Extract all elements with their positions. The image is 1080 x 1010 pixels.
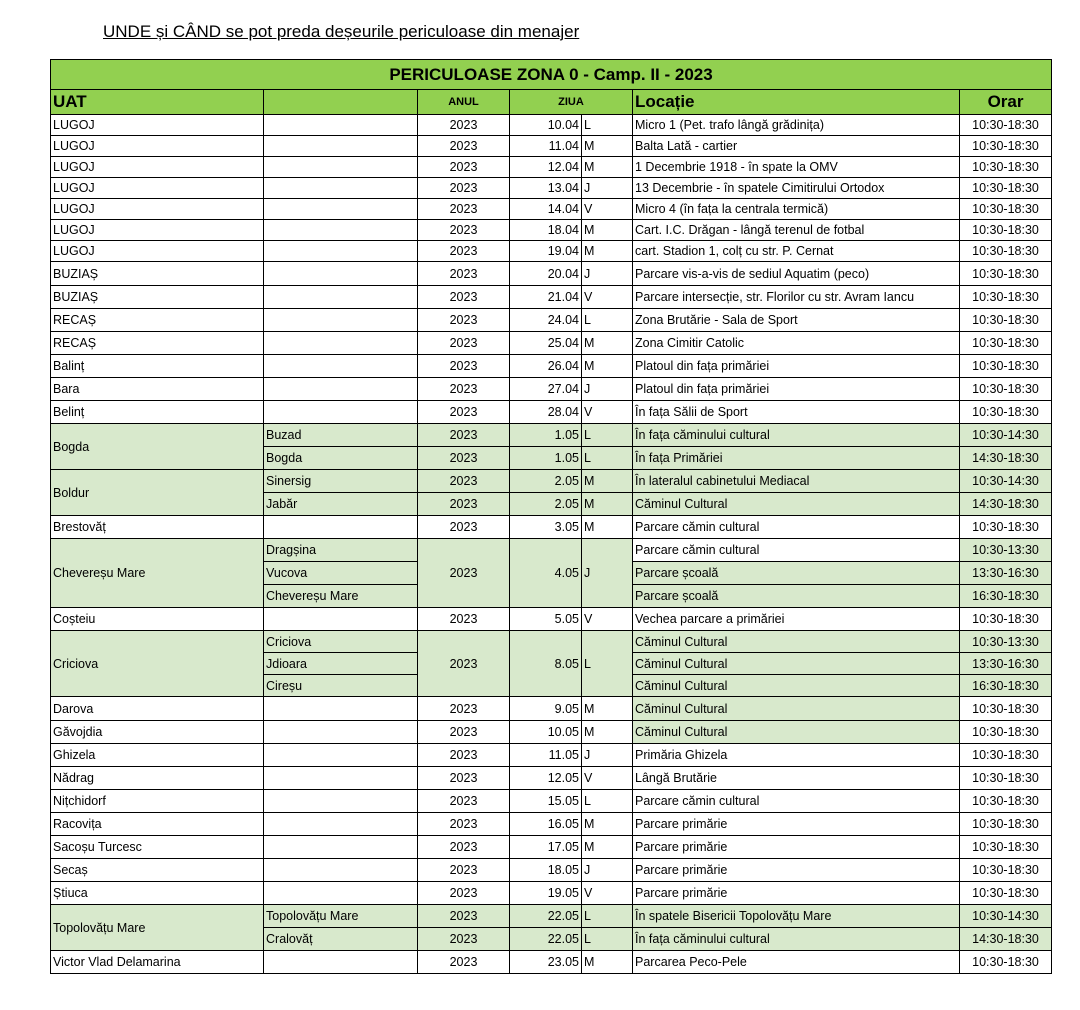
uat-cell: Brestovăț <box>51 516 264 539</box>
year-cell: 2023 <box>418 697 510 721</box>
date-cell: 13.04 <box>510 178 582 199</box>
uat-cell: Sacoșu Turcesc <box>51 836 264 859</box>
date-cell: 14.04 <box>510 199 582 220</box>
date-cell: 26.04 <box>510 355 582 378</box>
weekday-cell: V <box>582 767 633 790</box>
table-row <box>51 470 1052 493</box>
page-heading: UNDE și CÂND se pot preda deșeurile periculoase din menajer <box>103 22 580 41</box>
date-cell: 2.05 <box>510 493 582 516</box>
weekday-cell: M <box>582 136 633 157</box>
location-cell: Căminul Cultural <box>633 493 960 516</box>
village-cell <box>264 136 418 157</box>
uat-cell: Darova <box>51 697 264 721</box>
date-cell: 2.05 <box>510 470 582 493</box>
location-cell: Cart. I.C. Drăgan - lângă terenul de fotbal <box>633 220 960 241</box>
location-cell: Parcare primărie <box>633 813 960 836</box>
date-cell: 12.05 <box>510 767 582 790</box>
village-cell: Topolovățu Mare <box>264 905 418 928</box>
date-cell: 19.05 <box>510 882 582 905</box>
weekday-cell: J <box>582 378 633 401</box>
table-row <box>51 115 1052 136</box>
village-cell: Jabăr <box>264 493 418 516</box>
uat-cell: Știuca <box>51 882 264 905</box>
location-cell: Platoul din fața primăriei <box>633 378 960 401</box>
year-cell: 2023 <box>418 447 510 470</box>
location-cell: Primăria Ghizela <box>633 744 960 767</box>
location-cell: 1 Decembrie 1918 - în spate la OMV <box>633 157 960 178</box>
uat-cell: BUZIAȘ <box>51 262 264 286</box>
location-cell: În fața Sălii de Sport <box>633 401 960 424</box>
location-cell: Platoul din fața primăriei <box>633 355 960 378</box>
weekday-cell: V <box>582 882 633 905</box>
hours-cell: 10:30-18:30 <box>960 199 1052 220</box>
hours-cell: 10:30-18:30 <box>960 744 1052 767</box>
uat-cell: Nițchidorf <box>51 790 264 813</box>
weekday-cell: M <box>582 355 633 378</box>
weekday-cell: J <box>582 262 633 286</box>
uat-cell: Boldur <box>51 470 264 516</box>
uat-cell: Nădrag <box>51 767 264 790</box>
year-cell: 2023 <box>418 905 510 928</box>
location-cell: Parcare cămin cultural <box>633 539 960 562</box>
date-cell: 16.05 <box>510 813 582 836</box>
date-cell: 23.05 <box>510 951 582 974</box>
location-cell: În fața căminului cultural <box>633 424 960 447</box>
table-row <box>51 608 1052 631</box>
date-cell: 1.05 <box>510 424 582 447</box>
village-cell <box>264 309 418 332</box>
location-cell: Căminul Cultural <box>633 653 960 675</box>
hours-cell: 10:30-18:30 <box>960 309 1052 332</box>
weekday-cell: L <box>582 790 633 813</box>
table-row <box>51 262 1052 286</box>
table-row <box>51 859 1052 882</box>
hours-cell: 10:30-18:30 <box>960 157 1052 178</box>
date-cell: 22.05 <box>510 905 582 928</box>
hours-cell: 10:30-18:30 <box>960 220 1052 241</box>
uat-cell: LUGOJ <box>51 178 264 199</box>
year-cell: 2023 <box>418 199 510 220</box>
table-row <box>51 378 1052 401</box>
village-cell <box>264 882 418 905</box>
year-cell: 2023 <box>418 262 510 286</box>
date-cell: 18.04 <box>510 220 582 241</box>
year-cell: 2023 <box>418 136 510 157</box>
location-cell: Parcarea Peco-Pele <box>633 951 960 974</box>
schedule-body <box>51 115 1052 974</box>
table-row <box>51 401 1052 424</box>
year-cell: 2023 <box>418 157 510 178</box>
village-cell: Jdioara <box>264 653 418 675</box>
weekday-cell: M <box>582 470 633 493</box>
table-row <box>51 220 1052 241</box>
table-row <box>51 721 1052 744</box>
uat-cell: Belinț <box>51 401 264 424</box>
year-cell: 2023 <box>418 790 510 813</box>
location-cell: Balta Lată - cartier <box>633 136 960 157</box>
village-cell <box>264 332 418 355</box>
location-cell: Micro 1 (Pet. trafo lângă grădinița) <box>633 115 960 136</box>
uat-cell: Bogda <box>51 424 264 470</box>
date-cell: 19.04 <box>510 241 582 262</box>
location-cell: Căminul Cultural <box>633 697 960 721</box>
location-cell: Parcare vis-a-vis de sediul Aquatim (peco) <box>633 262 960 286</box>
village-cell: Dragșina <box>264 539 418 562</box>
header-ziua: ZIUA <box>510 90 633 115</box>
location-cell: Parcare primărie <box>633 882 960 905</box>
location-cell: Zona Cimitir Catolic <box>633 332 960 355</box>
location-cell: Lângă Brutărie <box>633 767 960 790</box>
uat-cell: RECAȘ <box>51 332 264 355</box>
hours-cell: 10:30-18:30 <box>960 767 1052 790</box>
hours-cell: 10:30-18:30 <box>960 608 1052 631</box>
weekday-cell: M <box>582 836 633 859</box>
village-cell <box>264 951 418 974</box>
uat-cell: RECAȘ <box>51 309 264 332</box>
uat-cell: BUZIAȘ <box>51 286 264 309</box>
hours-cell: 10:30-14:30 <box>960 905 1052 928</box>
village-cell <box>264 401 418 424</box>
uat-cell: Coșteiu <box>51 608 264 631</box>
date-cell: 24.04 <box>510 309 582 332</box>
hours-cell: 10:30-18:30 <box>960 813 1052 836</box>
weekday-cell: L <box>582 631 633 697</box>
year-cell: 2023 <box>418 286 510 309</box>
location-cell: Parcare școală <box>633 562 960 585</box>
year-cell: 2023 <box>418 401 510 424</box>
table-row <box>51 631 1052 653</box>
village-cell <box>264 697 418 721</box>
uat-cell: Bara <box>51 378 264 401</box>
village-cell <box>264 721 418 744</box>
hours-cell: 10:30-18:30 <box>960 951 1052 974</box>
village-cell: Chevereșu Mare <box>264 585 418 608</box>
uat-cell: Topolovățu Mare <box>51 905 264 951</box>
year-cell: 2023 <box>418 882 510 905</box>
weekday-cell: V <box>582 286 633 309</box>
village-cell <box>264 157 418 178</box>
weekday-cell: M <box>582 721 633 744</box>
date-cell: 27.04 <box>510 378 582 401</box>
date-cell: 1.05 <box>510 447 582 470</box>
year-cell: 2023 <box>418 631 510 697</box>
year-cell: 2023 <box>418 539 510 608</box>
village-cell <box>264 178 418 199</box>
hours-cell: 10:30-18:30 <box>960 262 1052 286</box>
schedule-table-wrapper <box>50 59 1051 974</box>
hours-cell: 10:30-18:30 <box>960 697 1052 721</box>
table-row <box>51 767 1052 790</box>
location-cell: Căminul Cultural <box>633 721 960 744</box>
date-cell: 18.05 <box>510 859 582 882</box>
table-row <box>51 309 1052 332</box>
hours-cell: 10:30-18:30 <box>960 516 1052 539</box>
village-cell <box>264 608 418 631</box>
hours-cell: 10:30-18:30 <box>960 401 1052 424</box>
weekday-cell: J <box>582 178 633 199</box>
year-cell: 2023 <box>418 493 510 516</box>
location-cell: Parcare primărie <box>633 836 960 859</box>
village-cell: Bogda <box>264 447 418 470</box>
village-cell <box>264 859 418 882</box>
village-cell: Cralovăț <box>264 928 418 951</box>
year-cell: 2023 <box>418 767 510 790</box>
year-cell: 2023 <box>418 378 510 401</box>
date-cell: 25.04 <box>510 332 582 355</box>
uat-cell: LUGOJ <box>51 199 264 220</box>
location-cell: 13 Decembrie - în spatele Cimitirului Ortodox <box>633 178 960 199</box>
year-cell: 2023 <box>418 220 510 241</box>
weekday-cell: J <box>582 859 633 882</box>
hours-cell: 10:30-18:30 <box>960 286 1052 309</box>
location-cell: Parcare primărie <box>633 859 960 882</box>
date-cell: 21.04 <box>510 286 582 309</box>
year-cell: 2023 <box>418 470 510 493</box>
header-anul: ANUL <box>418 90 510 115</box>
weekday-cell: L <box>582 905 633 928</box>
hours-cell: 14:30-18:30 <box>960 493 1052 516</box>
location-cell: În spatele Bisericii Topolovățu Mare <box>633 905 960 928</box>
hours-cell: 10:30-13:30 <box>960 539 1052 562</box>
weekday-cell: M <box>582 951 633 974</box>
hours-cell: 10:30-13:30 <box>960 631 1052 653</box>
weekday-cell: M <box>582 516 633 539</box>
uat-cell: LUGOJ <box>51 157 264 178</box>
year-cell: 2023 <box>418 721 510 744</box>
year-cell: 2023 <box>418 608 510 631</box>
date-cell: 8.05 <box>510 631 582 697</box>
table-row <box>51 136 1052 157</box>
weekday-cell: M <box>582 493 633 516</box>
date-cell: 10.04 <box>510 115 582 136</box>
weekday-cell: L <box>582 424 633 447</box>
uat-cell: Victor Vlad Delamarina <box>51 951 264 974</box>
weekday-cell: V <box>582 608 633 631</box>
uat-cell: LUGOJ <box>51 115 264 136</box>
table-row <box>51 836 1052 859</box>
date-cell: 4.05 <box>510 539 582 608</box>
weekday-cell: J <box>582 539 633 608</box>
hours-cell: 10:30-14:30 <box>960 424 1052 447</box>
village-cell <box>264 115 418 136</box>
table-row <box>51 424 1052 447</box>
weekday-cell: L <box>582 115 633 136</box>
hours-cell: 16:30-18:30 <box>960 675 1052 697</box>
year-cell: 2023 <box>418 424 510 447</box>
table-row <box>51 286 1052 309</box>
year-cell: 2023 <box>418 951 510 974</box>
table-row <box>51 355 1052 378</box>
village-cell <box>264 836 418 859</box>
village-cell <box>264 241 418 262</box>
date-cell: 28.04 <box>510 401 582 424</box>
weekday-cell: M <box>582 241 633 262</box>
date-cell: 3.05 <box>510 516 582 539</box>
village-cell <box>264 744 418 767</box>
village-cell <box>264 220 418 241</box>
hours-cell: 13:30-16:30 <box>960 653 1052 675</box>
uat-cell: LUGOJ <box>51 220 264 241</box>
weekday-cell: M <box>582 157 633 178</box>
year-cell: 2023 <box>418 744 510 767</box>
year-cell: 2023 <box>418 355 510 378</box>
village-cell <box>264 262 418 286</box>
hours-cell: 13:30-16:30 <box>960 562 1052 585</box>
location-cell: Căminul Cultural <box>633 675 960 697</box>
location-cell: Parcare cămin cultural <box>633 516 960 539</box>
table-row <box>51 951 1052 974</box>
weekday-cell: J <box>582 744 633 767</box>
uat-cell: Criciova <box>51 631 264 697</box>
date-cell: 22.05 <box>510 928 582 951</box>
uat-cell: Balinț <box>51 355 264 378</box>
header-uat: UAT <box>51 90 264 115</box>
year-cell: 2023 <box>418 813 510 836</box>
village-cell <box>264 790 418 813</box>
hours-cell: 16:30-18:30 <box>960 585 1052 608</box>
village-cell <box>264 199 418 220</box>
header-locatie: Locație <box>633 90 960 115</box>
village-cell <box>264 286 418 309</box>
location-cell: Parcare școală <box>633 585 960 608</box>
hours-cell: 10:30-18:30 <box>960 836 1052 859</box>
location-cell: Micro 4 (în fața la centrala termică) <box>633 199 960 220</box>
village-cell <box>264 378 418 401</box>
hours-cell: 10:30-18:30 <box>960 790 1052 813</box>
weekday-cell: V <box>582 401 633 424</box>
year-cell: 2023 <box>418 332 510 355</box>
weekday-cell: L <box>582 309 633 332</box>
weekday-cell: M <box>582 697 633 721</box>
table-row <box>51 332 1052 355</box>
date-cell: 5.05 <box>510 608 582 631</box>
village-cell <box>264 813 418 836</box>
hours-cell: 10:30-18:30 <box>960 859 1052 882</box>
village-cell: Buzad <box>264 424 418 447</box>
hours-cell: 10:30-18:30 <box>960 241 1052 262</box>
hours-cell: 10:30-18:30 <box>960 115 1052 136</box>
village-cell: Vucova <box>264 562 418 585</box>
table-row <box>51 697 1052 721</box>
uat-cell: Chevereșu Mare <box>51 539 264 608</box>
header-village <box>264 90 418 115</box>
weekday-cell: M <box>582 332 633 355</box>
date-cell: 15.05 <box>510 790 582 813</box>
village-cell <box>264 516 418 539</box>
year-cell: 2023 <box>418 836 510 859</box>
village-cell: Criciova <box>264 631 418 653</box>
year-cell: 2023 <box>418 928 510 951</box>
uat-cell: LUGOJ <box>51 241 264 262</box>
table-row <box>51 905 1052 928</box>
date-cell: 9.05 <box>510 697 582 721</box>
weekday-cell: M <box>582 813 633 836</box>
year-cell: 2023 <box>418 516 510 539</box>
hours-cell: 10:30-14:30 <box>960 470 1052 493</box>
schedule-table <box>50 59 1052 974</box>
village-cell <box>264 767 418 790</box>
table-row <box>51 813 1052 836</box>
table-row <box>51 157 1052 178</box>
hours-cell: 10:30-18:30 <box>960 136 1052 157</box>
village-cell: Cireșu <box>264 675 418 697</box>
hours-cell: 14:30-18:30 <box>960 447 1052 470</box>
weekday-cell: M <box>582 220 633 241</box>
village-cell: Sinersig <box>264 470 418 493</box>
weekday-cell: L <box>582 928 633 951</box>
table-row <box>51 882 1052 905</box>
date-cell: 17.05 <box>510 836 582 859</box>
hours-cell: 10:30-18:30 <box>960 882 1052 905</box>
village-cell <box>264 355 418 378</box>
hours-cell: 10:30-18:30 <box>960 178 1052 199</box>
hours-cell: 10:30-18:30 <box>960 721 1052 744</box>
year-cell: 2023 <box>418 115 510 136</box>
year-cell: 2023 <box>418 309 510 332</box>
uat-cell: Găvojdia <box>51 721 264 744</box>
table-row <box>51 241 1052 262</box>
table-row <box>51 178 1052 199</box>
year-cell: 2023 <box>418 241 510 262</box>
location-cell: În lateralul cabinetului Mediacal <box>633 470 960 493</box>
header-orar: Orar <box>960 90 1052 115</box>
uat-cell: Ghizela <box>51 744 264 767</box>
date-cell: 11.05 <box>510 744 582 767</box>
table-row <box>51 516 1052 539</box>
hours-cell: 10:30-18:30 <box>960 332 1052 355</box>
hours-cell: 10:30-18:30 <box>960 355 1052 378</box>
table-row <box>51 539 1052 562</box>
location-cell: Vechea parcare a primăriei <box>633 608 960 631</box>
date-cell: 11.04 <box>510 136 582 157</box>
uat-cell: Racovița <box>51 813 264 836</box>
location-cell: cart. Stadion 1, colț cu str. P. Cernat <box>633 241 960 262</box>
date-cell: 20.04 <box>510 262 582 286</box>
table-row <box>51 744 1052 767</box>
location-cell: Parcare intersecție, str. Florilor cu str. Avram Iancu <box>633 286 960 309</box>
location-cell: Parcare cămin cultural <box>633 790 960 813</box>
table-row <box>51 790 1052 813</box>
location-cell: Căminul Cultural <box>633 631 960 653</box>
weekday-cell: L <box>582 447 633 470</box>
location-cell: În fața Primăriei <box>633 447 960 470</box>
table-title: PERICULOASE ZONA 0 - Camp. II - 2023 <box>51 60 1052 90</box>
uat-cell: Secaș <box>51 859 264 882</box>
year-cell: 2023 <box>418 859 510 882</box>
location-cell: Zona Brutărie - Sala de Sport <box>633 309 960 332</box>
date-cell: 10.05 <box>510 721 582 744</box>
hours-cell: 10:30-18:30 <box>960 378 1052 401</box>
date-cell: 12.04 <box>510 157 582 178</box>
year-cell: 2023 <box>418 178 510 199</box>
hours-cell: 14:30-18:30 <box>960 928 1052 951</box>
weekday-cell: V <box>582 199 633 220</box>
location-cell: În fața căminului cultural <box>633 928 960 951</box>
uat-cell: LUGOJ <box>51 136 264 157</box>
table-row <box>51 199 1052 220</box>
